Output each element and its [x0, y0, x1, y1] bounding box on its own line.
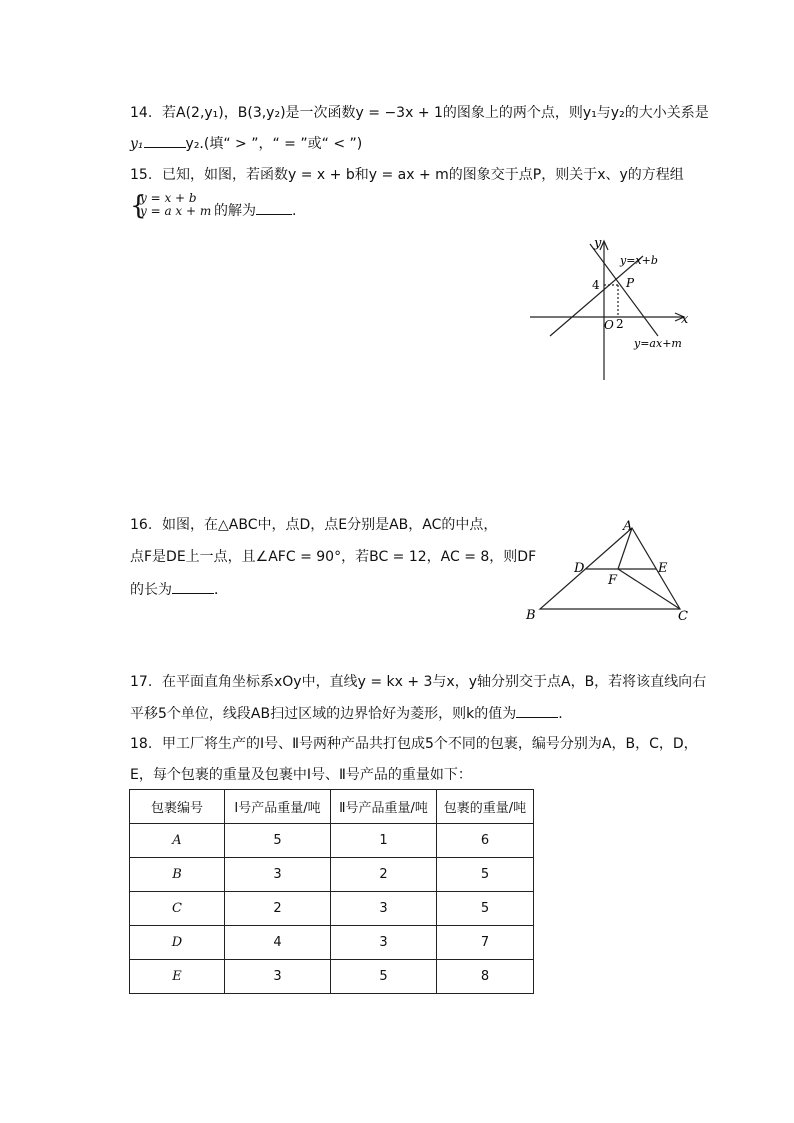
q15-solution-prompt: 的解为 . — [214, 200, 296, 218]
y-tick-label: 4 — [592, 278, 600, 292]
table-header-row — [130, 790, 534, 824]
q14-fill-hint: y₂.(填“ > ”，“ = ”或“ < ”) — [185, 136, 363, 152]
cell-package-weight: 6 — [437, 824, 534, 858]
cell-package-id: B — [130, 858, 225, 892]
cell-product-1: 3 — [225, 858, 331, 892]
header-package-weight: 包裹的重量/吨 — [437, 790, 534, 824]
table-row — [130, 824, 534, 858]
line2-label: y=ax+m — [634, 337, 682, 350]
cell-package-weight: 7 — [437, 926, 534, 960]
cell-product-2: 5 — [331, 960, 437, 994]
cell-product-2: 3 — [331, 892, 437, 926]
cell-package-weight: 8 — [437, 960, 534, 994]
q15-answer-blank — [256, 200, 292, 215]
q17-number: 17. — [130, 674, 153, 690]
y-axis-label: y — [594, 236, 602, 251]
label-b: B — [526, 608, 536, 623]
label-c: C — [678, 609, 688, 624]
table-row — [130, 892, 534, 926]
cell-product-1: 4 — [225, 926, 331, 960]
cell-package-weight: 5 — [437, 892, 534, 926]
q15-number: 15. — [130, 167, 153, 183]
q15-graph-figure — [528, 234, 708, 384]
q16-text-1: 如图，在△ABC中，点D，点E分别是AB，AC的中点， — [162, 517, 498, 533]
cell-package-id: C — [130, 892, 225, 926]
label-d: D — [574, 561, 585, 576]
q17-text: 在平面直角坐标系xOy中，直线y = kx + 3与x，y轴分别交于点A，B，若将该直线向右 — [162, 674, 707, 690]
q14-y1: y₁ — [130, 136, 144, 152]
q17-line2: 平移5个单位，线段AB扫过区域的边界恰好为菱形，则k的值为 . — [130, 703, 563, 724]
q16-text-2: 点F是DE上一点，且∠AFC = 90°，若BC = 12，AC = 8，则DF — [130, 549, 537, 565]
cell-product-2: 2 — [331, 858, 437, 892]
q14-number: 14. — [130, 105, 153, 121]
q16-text-3: 的长为 — [130, 582, 172, 598]
q15-text: 已知，如图，若函数y = x + b和y = ax + m的图象交于点P，则关于x、y的方程组 — [162, 167, 684, 183]
point-p-label: P — [626, 276, 635, 290]
table-row — [130, 858, 534, 892]
cell-product-1: 2 — [225, 892, 331, 926]
q16-line1 — [130, 515, 497, 535]
q16-triangle-figure — [520, 516, 700, 626]
cell-package-id: A — [130, 824, 225, 858]
q15-equation-1: y = x + b — [140, 191, 197, 205]
q14-line2 — [130, 133, 362, 154]
brace-icon: { — [130, 191, 147, 221]
cell-product-1: 3 — [225, 960, 331, 994]
cell-product-1: 5 — [225, 824, 331, 858]
q15-line1 — [130, 165, 684, 185]
label-f: F — [608, 573, 618, 588]
q14-line1 — [130, 103, 709, 123]
q15-equation-system — [130, 191, 297, 221]
q16-answer-blank — [172, 579, 214, 594]
cell-product-2: 1 — [331, 824, 437, 858]
q16-number: 16. — [130, 517, 153, 533]
cell-package-weight: 5 — [437, 858, 534, 892]
line1-label: y=x+b — [620, 254, 658, 267]
q16-line3: 的长为 ． — [130, 579, 228, 600]
segment-fc — [618, 569, 680, 609]
package-weight-table — [129, 789, 534, 994]
q16-line2 — [130, 547, 536, 567]
cell-package-id: E — [130, 960, 225, 994]
q18-number: 18. — [130, 736, 153, 752]
x-axis-label: x — [681, 312, 689, 327]
header-package-id: 包裹编号 — [130, 790, 225, 824]
cell-product-2: 3 — [331, 926, 437, 960]
header-product-1-weight: Ⅰ号产品重量/吨 — [225, 790, 331, 824]
table-row — [130, 960, 534, 994]
table-row — [130, 926, 534, 960]
q18-text-2: E，每个包裹的重量及包裹中Ⅰ号、Ⅱ号产品的重量如下： — [130, 767, 472, 783]
q14-answer-blank — [144, 133, 186, 148]
q14-text: 若A(2,y₁)，B(3,y₂)是一次函数y = −3x + 1的图象上的两个点，则y₁与y₂的大小关系是 — [162, 105, 709, 121]
x-tick-label: 2 — [616, 317, 624, 331]
label-a: A — [623, 519, 633, 534]
label-e: E — [658, 561, 668, 576]
q15-equation-2: y = a x + m — [140, 204, 212, 218]
q18-line1 — [130, 734, 698, 754]
q18-text: 甲工厂将生产的Ⅰ号、Ⅱ号两种产品共打包成5个不同的包裹，编号分别为A，B，C，D， — [162, 736, 698, 752]
cell-package-id: D — [130, 926, 225, 960]
origin-label: O — [604, 318, 614, 332]
q17-text-2: 平移5个单位，线段AB扫过区域的边界恰好为菱形，则k的值为 — [130, 706, 517, 722]
header-product-2-weight: Ⅱ号产品重量/吨 — [331, 790, 437, 824]
q17-answer-blank — [516, 703, 558, 718]
q18-line2 — [130, 765, 472, 785]
q17-line1 — [130, 672, 706, 692]
